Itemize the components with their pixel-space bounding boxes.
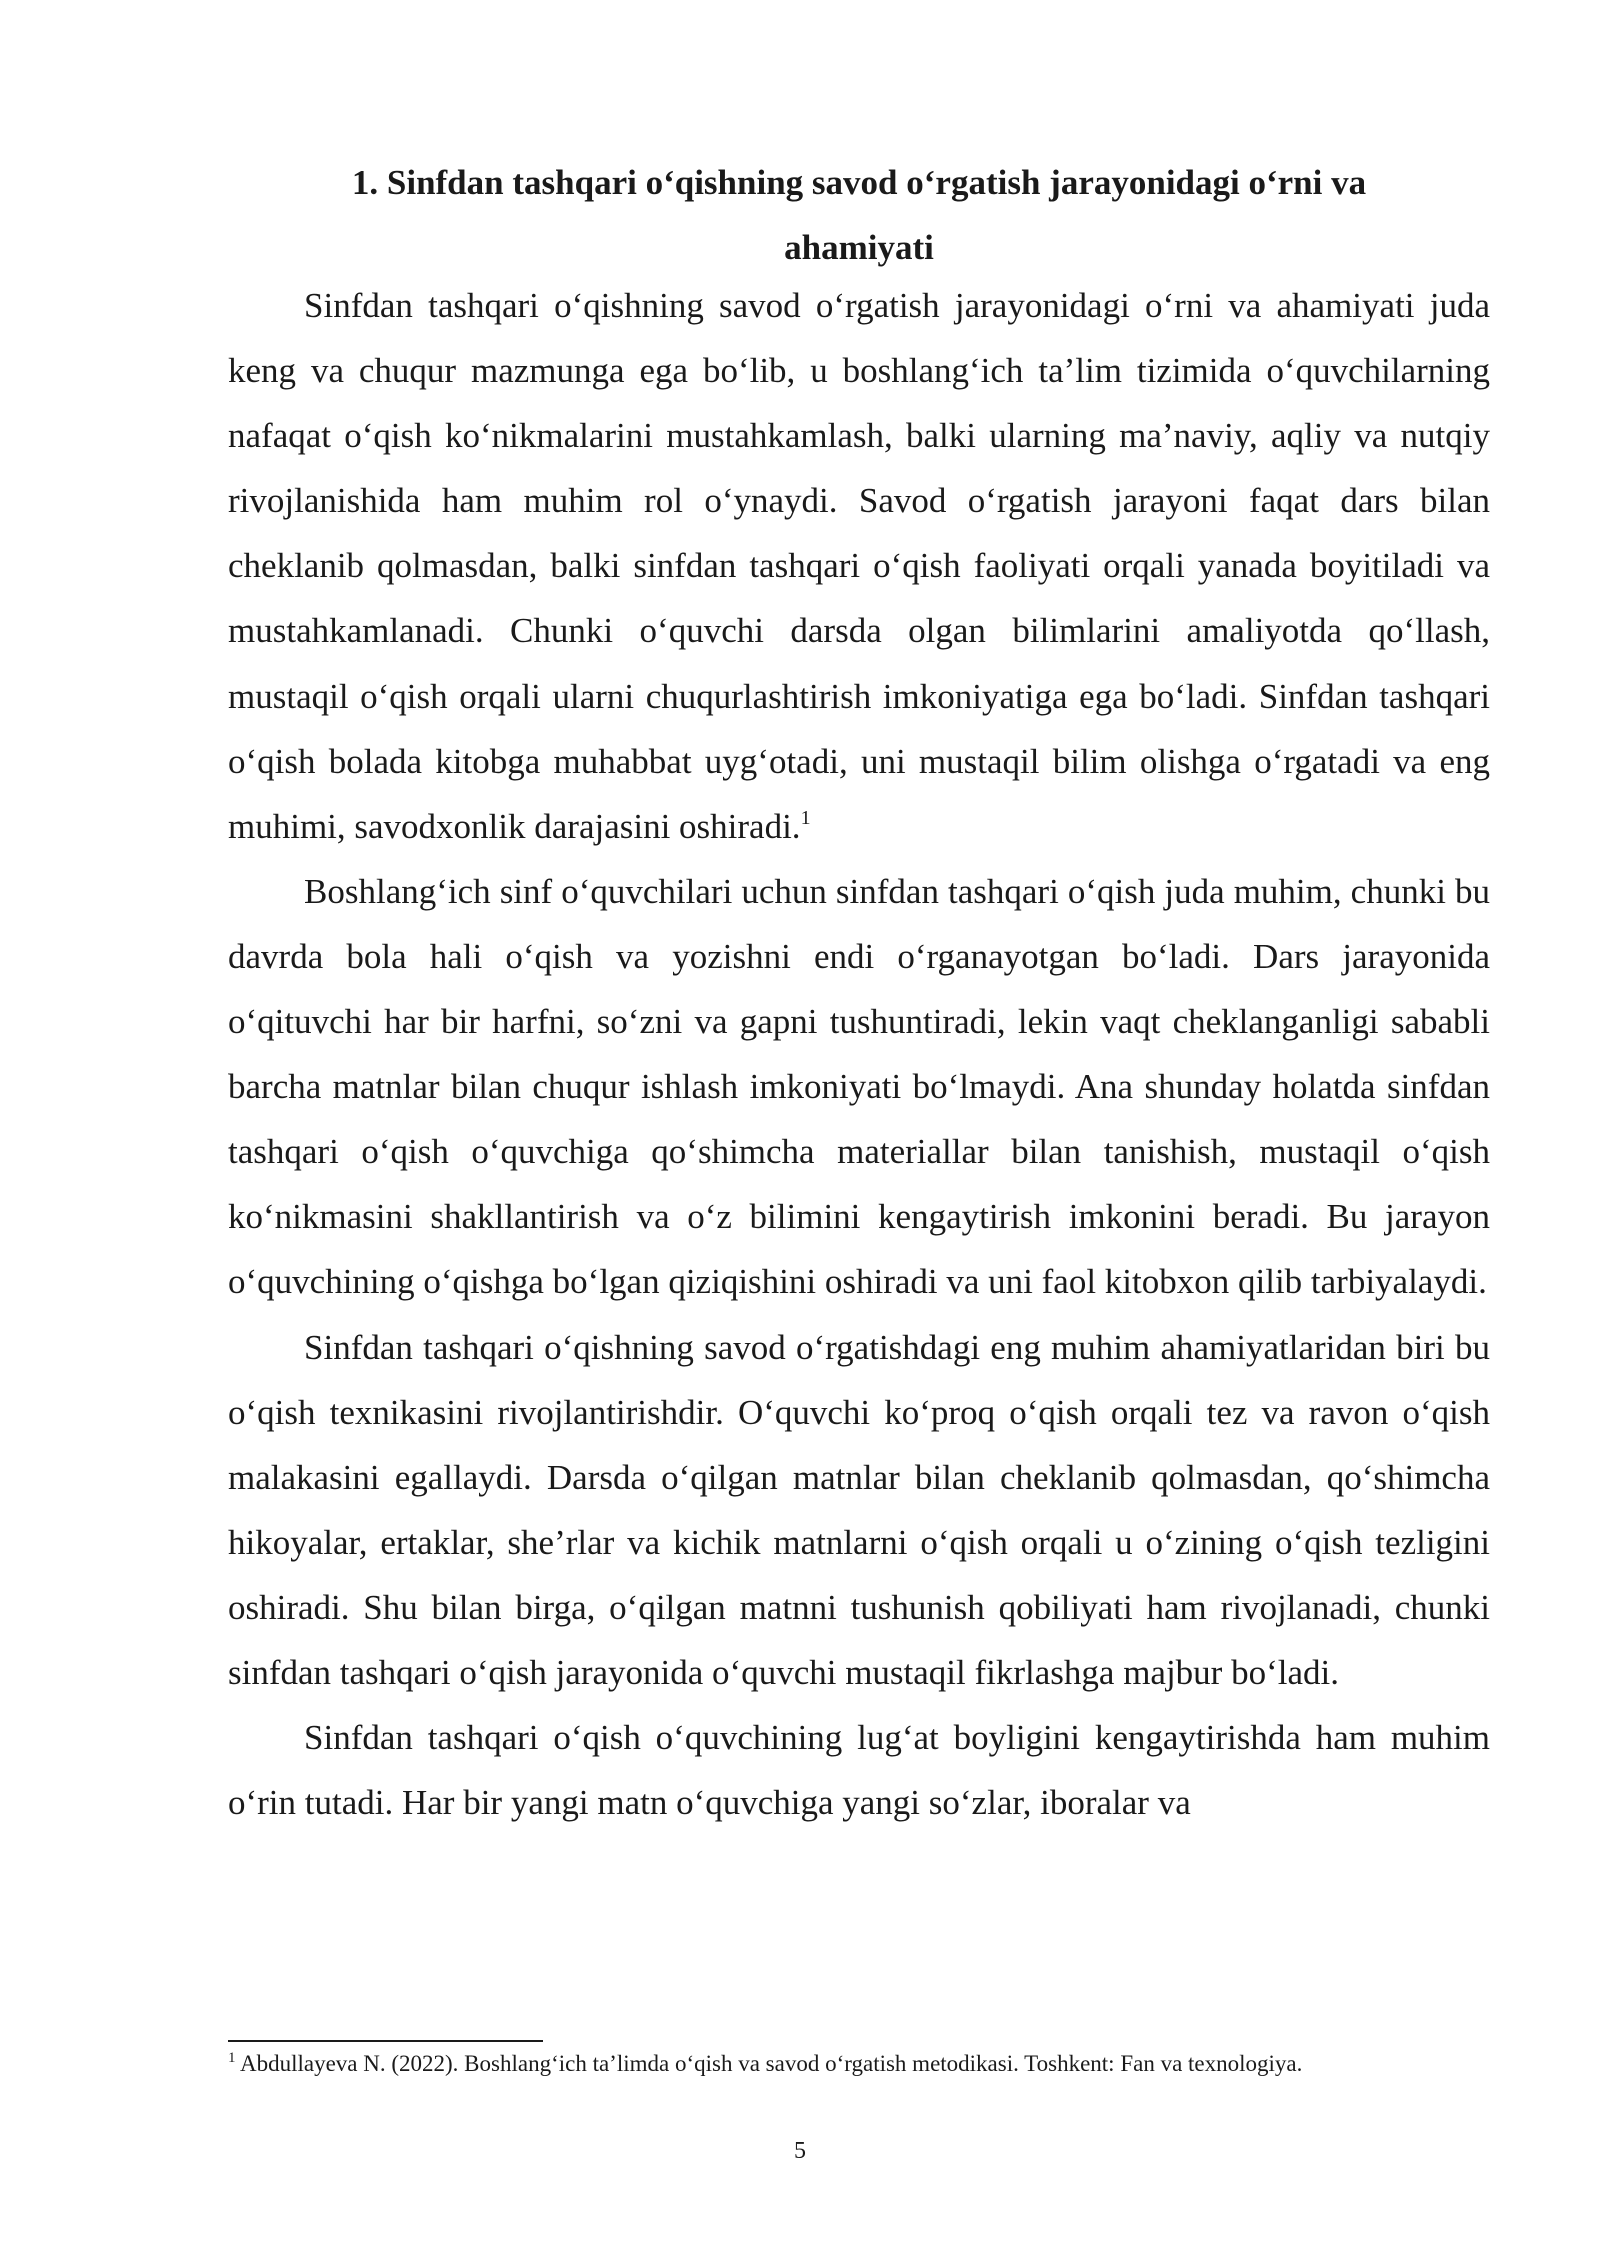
heading-line-1: 1. Sinfdan tashqari o‘qishning savod o‘rgatish jarayonidagi o‘rni va: [351, 163, 1367, 202]
paragraph-1-text: Sinfdan tashqari o‘qishning savod o‘rgatish jarayonidagi o‘rni va ahamiyati juda keng va chuqur mazmunga ega bo‘lib, u boshlang‘ich ta’lim tizimida o‘quvchilarning nafaqat o‘qish ko‘nikmalarini mustahkamlash, balki ularning ma’naviy, aqliy va nutqiy rivojlanishida ham muhim rol o‘ynaydi. Savod o‘rgatish jarayoni faqat dars bilan cheklanib qolmasdan, balki sinfdan tashqari o‘qish faoliyati orqali yanada boyitiladi va mustahkamlanadi. Chunki o‘quvchi darsda olgan bilimlarini amaliyotda qo‘llash, mustaqil o‘qish orqali ularni chuqurlashtirish imkoniyatiga ega bo‘ladi. Sinfdan tashqari o‘qish bolada kitobga muhabbat uyg‘otadi, uni mustaqil bilim olishga o‘rgatadi va eng muhimi, savodxonlik darajasini oshiradi.: [228, 286, 1490, 846]
section-heading: [228, 150, 1490, 280]
page-number: 5: [794, 2138, 806, 2164]
paragraph-1: [228, 273, 1490, 859]
footnote: [228, 2049, 1490, 2079]
footnote-separator: [228, 2040, 543, 2042]
paragraph-2: Boshlang‘ich sinf o‘quvchilari uchun sinfdan tashqari o‘qish juda muhim, chunki bu davrda bola hali o‘qish va yozishni endi o‘rganayotgan bo‘ladi. Dars jarayonida o‘qituvchi har bir harfni, so‘zni va gapni tushuntiradi, lekin vaqt cheklanganligi sababli barcha matnlar bilan chuqur ishlash imkoniyati bo‘lmaydi. Ana shunday holatda sinfdan tashqari o‘qish o‘quvchiga qo‘shimcha materiallar bilan tanishish, mustaqil o‘qish ko‘nikmasini shakllantirish va o‘z bilimini kengaytirish imkonini beradi. Bu jarayon o‘quvchining o‘qishga bo‘lgan qiziqishini oshiradi va uni faol kitobxon qilib tarbiyalaydi.: [228, 871, 1490, 1302]
footnote-reference[interactable]: 1: [800, 806, 811, 829]
body-text: [228, 273, 1490, 1835]
footnote-text: Abdullayeva N. (2022). Boshlang‘ich ta’limda o‘qish va savod o‘rgatish metodikasi. Toshkent: Fan va texnologiya.: [239, 2051, 1303, 2076]
paragraph-3: Sinfdan tashqari o‘qishning savod o‘rgatishdagi eng muhim ahamiyatlaridan biri bu o‘qish texnikasini rivojlantirishdir. O‘quvchi ko‘proq o‘qish orqali tez va ravon o‘qish malakasini egallaydi. Darsda o‘qilgan matnlar bilan cheklanib qolmasdan, qo‘shimcha hikoyalar, ertaklar, she’rlar va kichik matnlarni o‘qish orqali u o‘zining o‘qish tezligini oshiradi. Shu bilan birga, o‘qilgan matnni tushunish qobiliyati ham rivojlanadi, chunki sinfdan tashqari o‘qish jarayonida o‘quvchi mustaqil fikrlashga majbur bo‘ladi.: [228, 1327, 1490, 1692]
paragraph-4: Sinfdan tashqari o‘qish o‘quvchining lug‘at boyligini kengaytirishda ham muhim o‘rin tutadi. Har bir yangi matn o‘quvchiga yangi so‘zlar, iboralar va: [228, 1718, 1490, 1823]
heading-line-2: ahamiyati: [784, 228, 934, 267]
footnote-marker: 1: [228, 2050, 236, 2066]
